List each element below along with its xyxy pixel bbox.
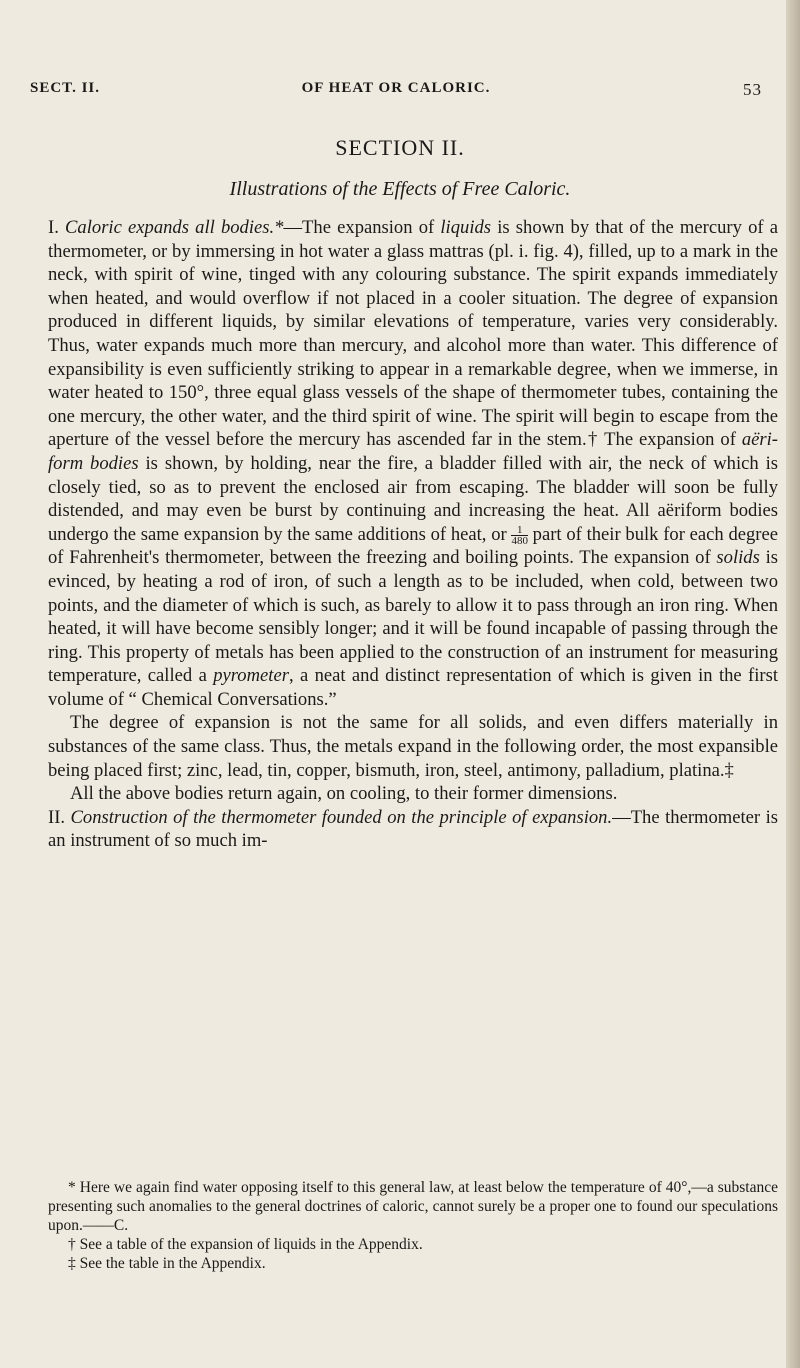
paragraph-heading: Construction of the thermometer founded on the principle of expansion. xyxy=(70,806,613,828)
paragraph-expansion xyxy=(48,216,778,711)
text-run: —The expansion of xyxy=(283,217,441,238)
text-run: part of their bulk for each degree of Fahrenheit's thermometer, between the freezing and boiling points. The expansion of xyxy=(48,523,778,569)
text-run: is shown by that of the mercury of a thermometer, or by immersing in hot water a glass mattras (pl. i. fig. 4), filled, up to a mark in the neck, with spirit of wine, tinged with any colouring substance. The spirit expands immediately when heated, and would overflow if not placed in a cooler situation. The degree of expansion produced in different liquids, by similar elevations of temperature, varies very considerably. Thus, water expands much more than mercury, and alcohol more than water. This difference of expansibility is even sufficiently striking to appear in a remarkable degree, when we immerse, in water heated to 150°, three equal glass vessels of the shape of thermometer tubes, containing the one mercury, the other water, and the third spirit of wine. The spirit will begin to escape from the aperture of the vessel before the mercury has ascended far in the stem.† The expansion of xyxy=(48,217,778,451)
running-head-section: SECT. II. xyxy=(30,80,100,96)
footnote-star: * Here we again find water opposing itself to this general law, at least below the temperature of 40°,—a substance presenting such anomalies to the general doctrines of caloric, cannot surely be a proper one to found our speculations upon.——C. xyxy=(48,1179,778,1234)
emphasis-aeriform: aëri- form bodies xyxy=(48,429,778,474)
paragraph-metals: The degree of expansion is not the same for all solids, and even differs materially in substances of the same class. Thus, the metals expand in the following order, the most expansible being placed first; zinc, lead, tin, copper, bismuth, iron, steel, antimony, palladium, platina.‡ xyxy=(48,712,778,781)
text-run: —The thermometer is an instrument of so much im- xyxy=(48,806,778,852)
section-title: SECTION II. xyxy=(335,135,465,160)
page-edge xyxy=(786,0,800,1368)
paragraph-cooling: All the above bodies return again, on cooling, to their former dimensions. xyxy=(70,783,618,805)
emphasis-liquids: liquids xyxy=(440,217,492,238)
fraction xyxy=(511,525,528,546)
text-run: is evinced, by heating a rod of iron, of such a length as to be included, when cold, between two points, and the diameter of which is such, as barely to allow it to pass through an iron ring. When heated, it will have become sensibly longer; and it will be found incapable of passing through the ring. This property of metals has been applied to the construction of an instrument for measuring temperature, called a xyxy=(48,547,779,687)
footnotes xyxy=(48,1178,778,1273)
footnote-double-dagger: ‡ See the table in the Appendix. xyxy=(68,1255,266,1272)
paragraph-number: I. xyxy=(48,217,66,238)
body-text xyxy=(48,216,778,853)
fraction-numerator: 1 xyxy=(511,525,528,536)
paragraph-heading: Caloric expands all bodies.* xyxy=(65,217,284,238)
running-head xyxy=(30,80,762,104)
paragraph-number: II. xyxy=(48,806,71,828)
text-run: , a neat and distinct representation of which is given in the first volume of “ Chemical Conversations.” xyxy=(48,665,778,710)
emphasis-solids: solids xyxy=(716,547,760,569)
running-head-title: OF HEAT OR CALORIC. xyxy=(301,80,491,96)
page-number: 53 xyxy=(743,80,762,99)
section-subtitle: Illustrations of the Effects of Free Caloric. xyxy=(229,178,571,200)
fraction-denominator: 480 xyxy=(511,534,528,547)
emphasis-pyrometer: pyrometer xyxy=(213,665,289,687)
footnote-dagger: † See a table of the expansion of liquids in the Appendix. xyxy=(68,1236,423,1253)
text-run: is shown, by holding, near the fire, a bladder filled with air, the neck of which is closely tied, so as to prevent the enclosed air from escaping. The bladder will soon be fully distended, and may even be burst by continuing and increasing the heat. All aëriform bodies undergo the same expansion by the same additions of heat, or xyxy=(48,452,778,545)
paragraph-thermometer xyxy=(48,806,778,853)
